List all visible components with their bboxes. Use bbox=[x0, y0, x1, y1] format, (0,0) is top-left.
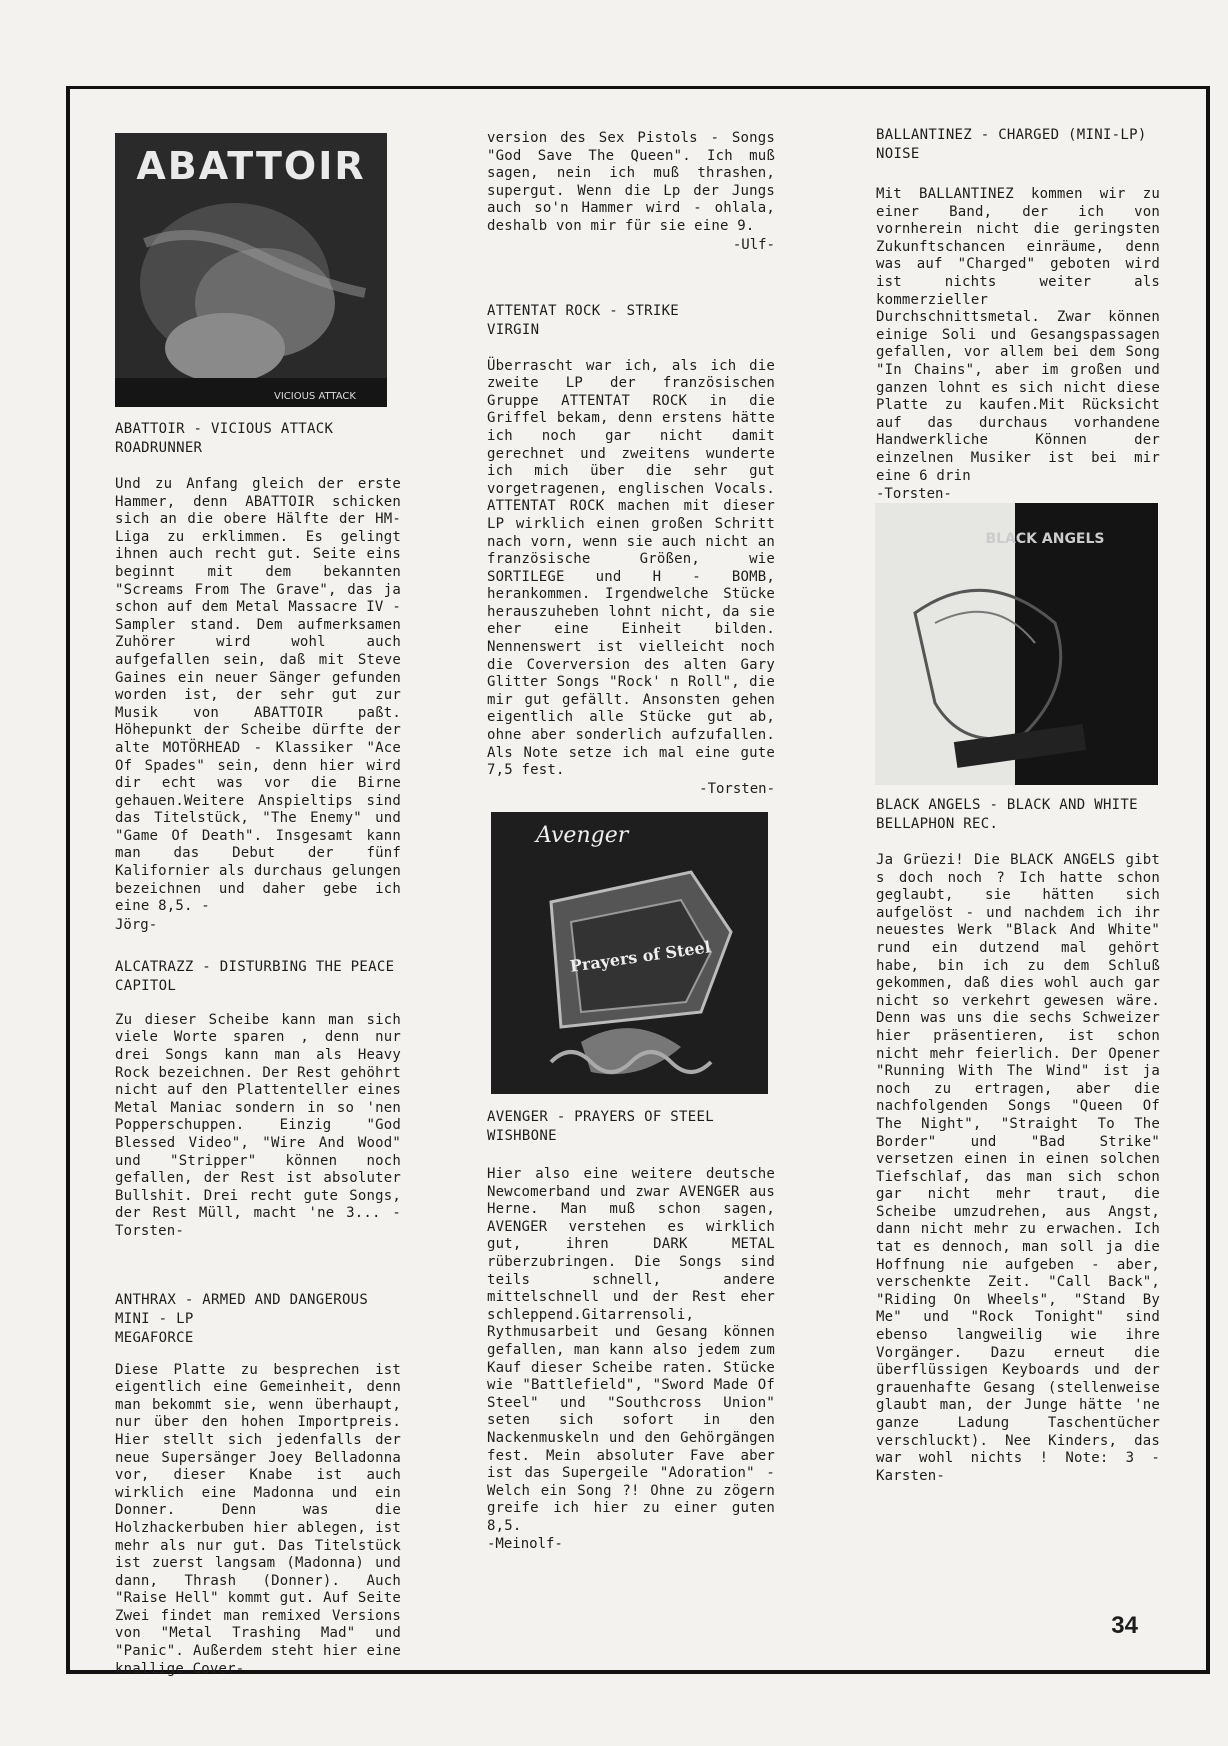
black-angels-heading: BLACK ANGELS - BLACK AND WHITE BELLAPHON REC. bbox=[876, 797, 1138, 832]
anthrax-signature: -Ulf- bbox=[732, 236, 775, 253]
attentat-text: Überrascht war ich, als ich die zweite LP der französischen Gruppe ATTENTAT ROCK in die Griffel bekam, denn erstens hätte ich noch gar nicht damit gerechnet und zweitens wunderte ich mich über die sehr gut vorgetragenen, englischen Vocals. ATTENTAT ROCK machen mit dieser LP wirklich einen großen Schritt nach vorn, wenn sie auch nicht an französische Größen, wie SORTILEGE und H - BOMB, herankommen. Irgendwelche Stücke herauszuheben lohnt nicht, da sie eher eine Einheit bilden. Nennenswert ist vielleicht noch die Coverversion des alten Gary Glitter Songs "Rock' n Roll", die mir gut gefällt. Ansonsten gehen eigentlich alle Stücke gut ab, ohne aber sonderlich aufzufallen. Als Note setze ich mal eine gute 7,5 fest. bbox=[487, 357, 775, 779]
abattoir-cover-title: ABATTOIR bbox=[136, 144, 366, 188]
ballantinez-heading: BALLANTINEZ - CHARGED (MINI-LP) NOISE bbox=[876, 127, 1147, 162]
column-3-lower bbox=[876, 796, 1160, 1485]
attentat-signature: -Torsten- bbox=[699, 780, 775, 797]
avenger-cover-subtitle: Prayers of Steel bbox=[568, 937, 712, 976]
avenger-heading: AVENGER - PRAYERS OF STEEL WISHBONE bbox=[487, 1109, 714, 1144]
column-3 bbox=[876, 126, 1160, 503]
avenger-text: Hier also eine weitere deutsche Newcomerband und zwar AVENGER aus Herne. Man muß schon sagen, AVENGER verstehen es wirklich gut, ihren DARK METAL rüberzubringen. Die Songs sind teils schnell, andere mittelschnell und der Rest eher schleppend.Gitarrensoli, Rythmusarbeit und Gesang können gefallen, man kann also jedem zum Kauf dieser Scheibe raten. Stücke wie "Battlefield", "Sword Made Of Steel" und "Southcross Union" seten sich sofort in den Nackenmuskeln und den Gehörgängen fest. Mein absoluter Fave aber ist das Supergeile "Adoration" - Welch ein Song ?! Ohne zu zögern greife ich hier zu einer guten 8,5. bbox=[487, 1166, 775, 1534]
abattoir-cover-subtitle: VICIOUS ATTACK bbox=[274, 391, 356, 402]
black-angels-cover-image bbox=[875, 503, 1158, 785]
abattoir-signature: Jörg- bbox=[115, 916, 158, 933]
black-angels-cover-title: BLACK ANGELS bbox=[985, 531, 1105, 547]
anthrax-text-continued: version des Sex Pistols - Songs "God Save The Queen". Ich muß sagen, nein ich muß thrashen, supergut. Wenn die Lp der Jungs auch so'n Hammer wird - ohlala, deshalb von mir für sie eine 9. bbox=[487, 130, 775, 234]
abattoir-cover-image bbox=[115, 133, 387, 407]
avenger-signature: -Meinolf- bbox=[487, 1536, 563, 1553]
alcatrazz-text: Zu dieser Scheibe kann man sich viele Worte sparen , denn nur drei Songs kann man als Heavy Rock bezeichnen. Der Rest gehöhrt nicht auf den Plattenteller eines Metal Maniac sondern in so 'nen Popperschuppen. Einzig "God Blessed Video", "Wire And Wood" und "Stripper" können noch gefallen, der Rest ist absoluter Bullshit. Drei recht gute Songs, der Rest Müll, macht 'ne 3... -Torsten- bbox=[115, 1011, 401, 1239]
column-2-lower bbox=[487, 1108, 775, 1553]
column-1 bbox=[115, 420, 401, 1678]
ballantinez-signature: -Torsten- bbox=[876, 486, 952, 503]
avenger-cover-title: Avenger bbox=[536, 823, 629, 848]
ballantinez-text: Mit BALLANTINEZ kommen wir zu einer Band, der ich von vornherein nicht die geringsten Zukunftschancen einräume, denn was auf "Charged" geboten wird ist nichts weiter als kommerzieller Durchschnittsmetal. Zwar können einige Soli und Gesangspassagen gefallen, vor allem bei dem Song "In Chains", aber im großen und ganzen lohnt es sich nicht diese Platte zu kaufen.Mit Rücksicht auf das durchaus vorhandene Handwerkliche Können der einzelnen Musiker ist bei mir eine 6 drin bbox=[876, 186, 1160, 484]
alcatrazz-heading: ALCATRAZZ - DISTURBING THE PEACE CAPITOL bbox=[115, 958, 395, 994]
abattoir-text: Und zu Anfang gleich der erste Hammer, denn ABATTOIR schicken sich an die obere Hälfte der HM-Liga zu erklimmen. Es gelingt ihnen auch recht gut. Seite eins beginnt mit dem bekannten "Screams From The Grave", das ja schon auf dem Metal Massacre IV - Sampler stand. Dem aufmerksamen Zuhörer wird wohl auch aufgefallen sein, daß mit Steve Gaines ein neuer Sänger gefunden worden ist, der sehr gut zur Musik von ABATTOIR paßt. Höhepunkt der Scheibe dürfte der alte MOTÖRHEAD - Klassiker "Ace Of Spades" sein, denn hier wird dir echt was vor die Birne gehauen.Weitere Anspieltips sind das Titelstück, "The Enemy" und "Game Of Death". Insgesamt kann man das Debut der fünf Kalifornier als durchaus gelungen bezeichnen und daher gebe ich eine 8,5. - bbox=[115, 476, 401, 915]
anthrax-heading: ANTHRAX - ARMED AND DANGEROUS MINI - LP MEGAFORCE bbox=[115, 1291, 369, 1346]
anthrax-text: Diese Platte zu besprechen ist eigentlich eine Gemeinheit, denn man bekommt sie, wenn überhaupt, nur über den hohen Importpreis. Hier stellt sich jedenfalls der neue Supersänger Joey Belladonna vor, dieser Knabe ist auch wirklich eine Madonna und ein Donner. Denn was die Holzhackerbuben hier ablegen, ist mehr als nur gut. Das Titelstück ist zuerst langsam (Madonna) und dann, Thrash (Donner). Auch "Raise Hell" kommt gut. Auf Seite Zwei findet man remixed Versions von "Metal Trashing Mad" und "Panic". Außerdem steht hier eine knallige Cover- bbox=[115, 1361, 401, 1677]
attentat-heading: ATTENTAT ROCK - STRIKE VIRGIN bbox=[487, 302, 680, 338]
avenger-cover-image bbox=[491, 812, 768, 1094]
black-angels-text: Ja Grüezi! Die BLACK ANGELS gibt s doch noch ? Ich hatte schon geglaubt, sie hätten sich aufgelöst - und nachdem ich ihr neuestes Werk "Black And White" rund ein dutzend mal gehört habe, bin ich zu dem Schluß gekommen, daß dies wohl auch gar nicht so verkehrt gewesen wäre. Denn was uns die sechs Schweizer hier präsentieren, ist schon nicht mehr feierlich. Der Opener "Running With The Wind" ist ja noch zu ertragen, aber die nachfolgenden Songs "Queen Of The Night", "Straight To The Border" und "Bad Strike" versetzen einen in einen solchen Tiefschlaf, das man sich schon gar nicht mehr traut, die Scheibe umzudrehen, aus Angst, dann nicht mehr zu erwachen. Ich tat es dennoch, man soll ja die Hoffnung nie aufgeben - aber, verschenkte Zeit. "Call Back", "Riding On Wheels", "Stand By Me" und "Rock Tonight" sind ebenso langweilig wie ihre Vorgänger. Dazu erneut die überflüssigen Keyboards und der grauenhafte Gesang (stellenweise glaubt man, der Junge hätte 'ne ganze Ladung Taschentücher verschluckt). Nee Kinders, das war wohl nichts ! Note: 3 -Karsten- bbox=[876, 852, 1160, 1484]
abattoir-heading: ABATTOIR - VICIOUS ATTACK ROADRUNNER bbox=[115, 421, 334, 456]
page-number: 34 bbox=[1111, 1612, 1138, 1639]
column-2 bbox=[487, 130, 775, 798]
